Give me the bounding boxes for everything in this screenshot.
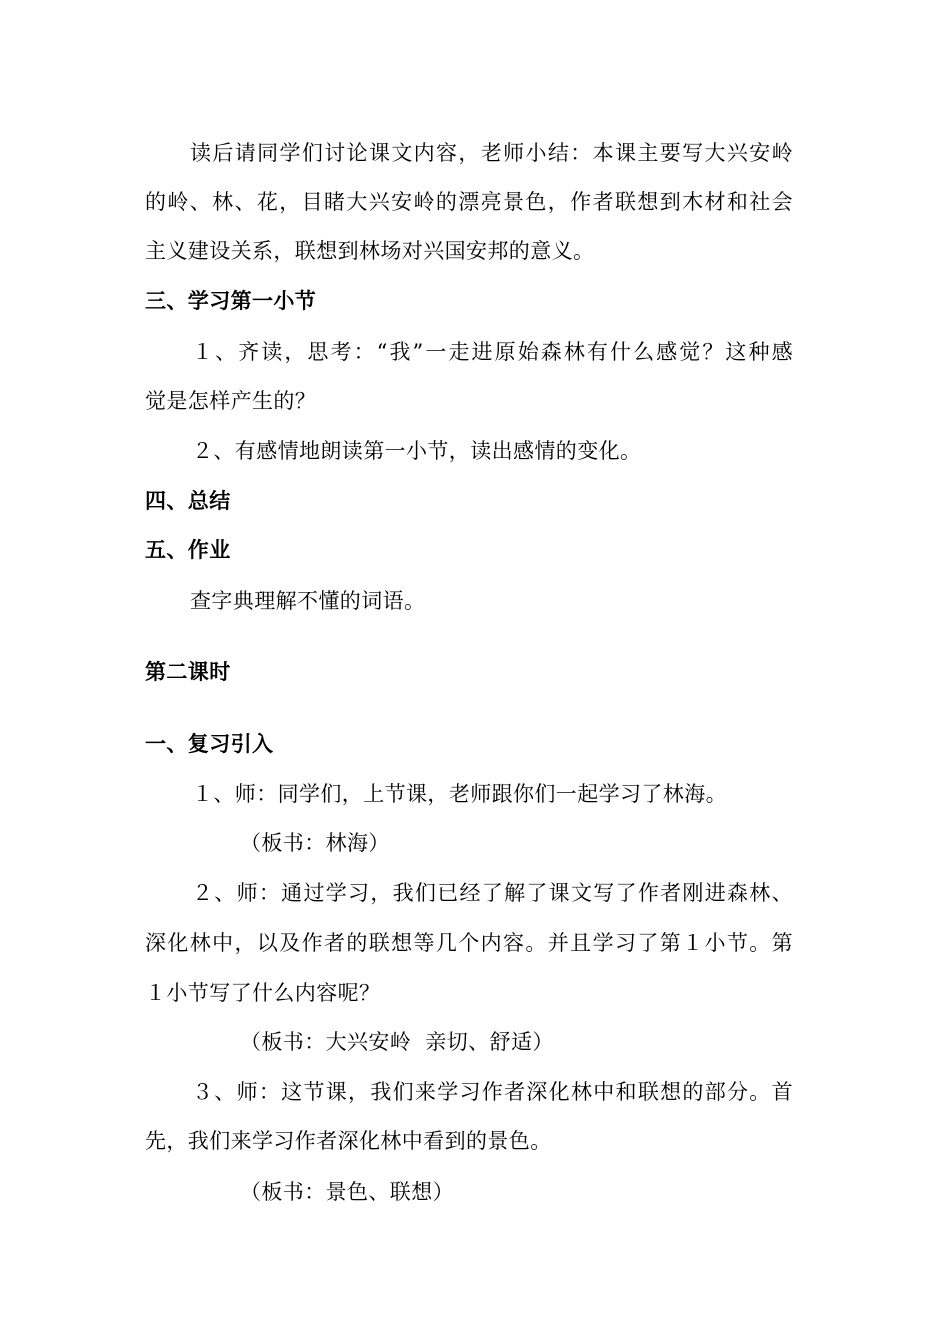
review-item-2-line-2: 深化林中，以及作者的联想等几个内容。并且学习了第１小节。第 bbox=[145, 931, 793, 955]
summary-line-3: 主义建设关系，联想到林场对兴国安邦的意义。 bbox=[145, 239, 595, 263]
review-item-2-line-1: ２、师：通过学习，我们已经了解了课文写了作者刚进森林、 bbox=[192, 881, 793, 905]
item-2: ２、有感情地朗读第一小节，读出感情的变化。 bbox=[192, 439, 642, 463]
section-heading-3: 三、学习第一小节 bbox=[145, 289, 317, 313]
section-heading-1: 一、复习引入 bbox=[145, 732, 274, 756]
item-1-line-2: 觉是怎样产生的？ bbox=[145, 389, 317, 413]
review-item-1: １、师：同学们，上节课，老师跟你们一起学习了林海。 bbox=[192, 782, 727, 806]
item-1-line-1: １、齐读，思考：“我”一走进原始森林有什么感觉？这种感 bbox=[192, 340, 793, 364]
review-item-2-line-3: １小节写了什么内容呢？ bbox=[145, 981, 381, 1005]
lesson-2-title: 第二课时 bbox=[145, 660, 231, 684]
section-heading-5: 五、作业 bbox=[145, 538, 231, 562]
summary-line-2: 的岭、林、花，目睹大兴安岭的漂亮景色，作者联想到木材和社会 bbox=[145, 190, 793, 214]
review-item-3-line-2: 先，我们来学习作者深化林中看到的景色。 bbox=[145, 1129, 552, 1153]
summary-line-1: 读后请同学们讨论课文内容，老师小结：本课主要写大兴安岭 bbox=[190, 141, 793, 165]
section-heading-4: 四、总结 bbox=[145, 489, 231, 513]
board-note-1: （板书：林海） bbox=[240, 831, 390, 855]
homework-text: 查字典理解不懂的词语。 bbox=[190, 589, 426, 613]
review-item-3-line-1: ３、师：这节课，我们来学习作者深化林中和联想的部分。首 bbox=[192, 1080, 793, 1104]
board-note-2: （板书：大兴安岭 亲切、舒适） bbox=[240, 1030, 554, 1054]
board-note-3: （板书：景色、联想） bbox=[240, 1180, 454, 1204]
